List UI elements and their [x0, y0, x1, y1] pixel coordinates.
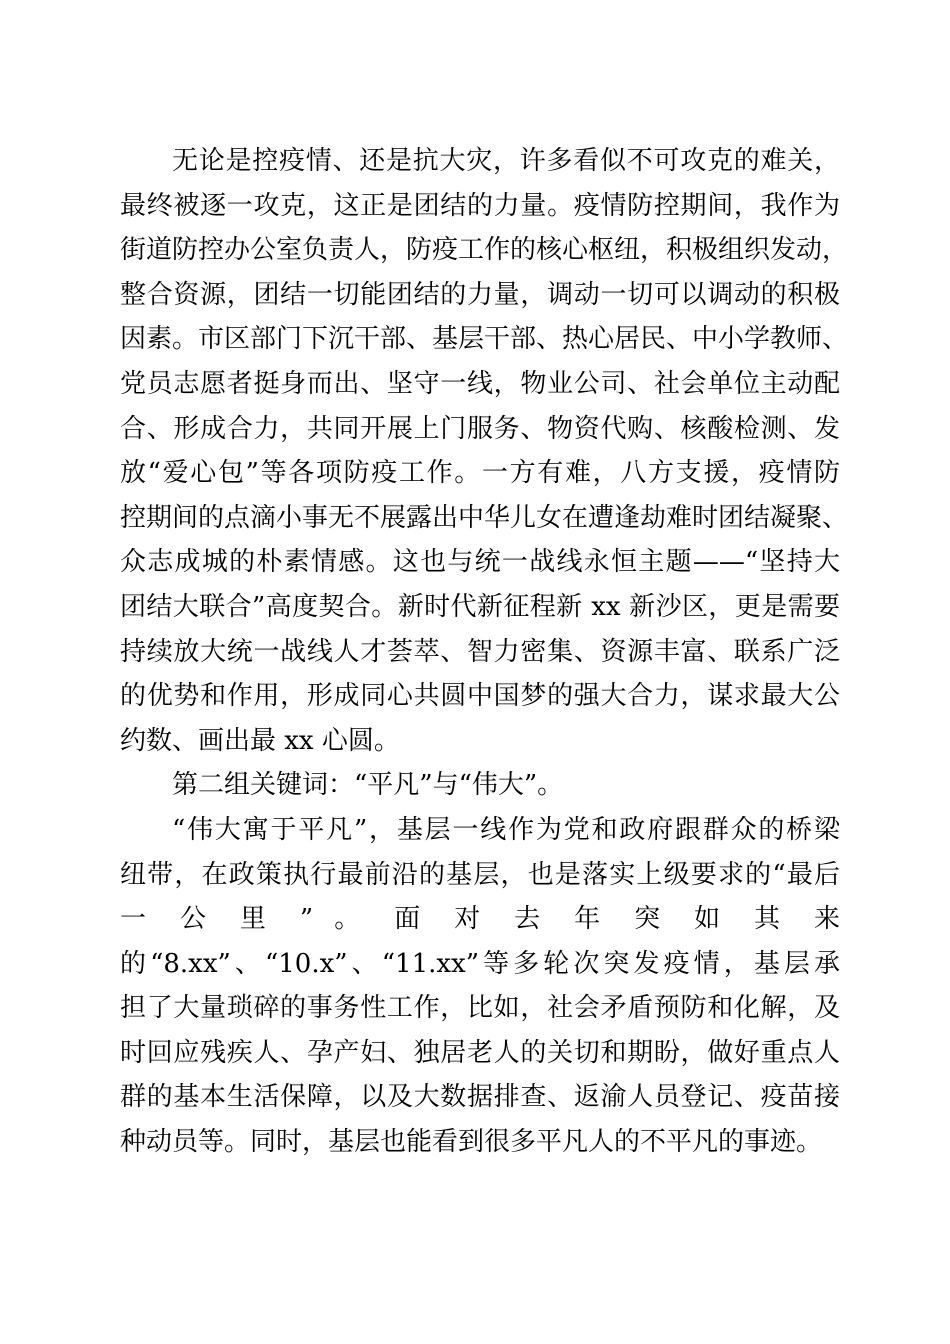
text-line: 团结大联合”高度契合。新时代新征程新 xx 新沙区，更是需要	[120, 591, 840, 622]
text-line: 的“8.xx”、“10.x”、“11.xx”等多轮次突发疫情，基层承	[120, 948, 840, 979]
text-line: 整合资源，团结一切能团结的力量，调动一切可以调动的积极	[120, 279, 840, 310]
text-line: 党员志愿者挺身而出、坚守一线，物业公司、社会单位主动配	[120, 368, 840, 399]
document-body	[120, 139, 849, 1165]
text-line: 担了大量琐碎的事务性工作，比如，社会矛盾预防和化解，及	[120, 993, 840, 1024]
paragraph-greatness	[120, 808, 840, 1165]
text-line: 纽带，在政策执行最前沿的基层，也是落实上级要求的“最后	[120, 859, 840, 890]
text-line: 的优势和作用，形成同心共圆中国梦的强大合力，谋求最大公	[120, 681, 840, 712]
text-line: 第二组关键词：“平凡”与“伟大”。	[172, 770, 564, 801]
text-line: 持续放大统一战线人才荟萃、智力密集、资源丰富、联系广泛	[120, 636, 840, 667]
text-line: 群的基本生活保障，以及大数据排查、返渝人员登记、疫苗接	[120, 1082, 840, 1113]
text-line: 最终被逐一攻克，这正是团结的力量。疫情防控期间，我作为	[120, 190, 840, 221]
text-line: 控期间的点滴小事无不展露出中华儿女在遭逢劫难时团结凝聚、	[120, 502, 849, 533]
text-line: 合、形成合力，共同开展上门服务、物资代购、核酸检测、发	[120, 413, 840, 444]
text-line: 放“爱心包”等各项防疫工作。一方有难，八方支援，疫情防	[120, 458, 840, 489]
heading-second-keywords	[120, 763, 840, 808]
text-line: 一 公 里 ” 。 面 对 去 年 突 如 其 来	[120, 904, 840, 935]
text-line: 街道防控办公室负责人，防疫工作的核心枢纽，积极组织发动，	[120, 235, 849, 266]
text-line: 因素。市区部门下沉干部、基层干部、热心居民、中小学教师、	[120, 324, 849, 355]
text-line: 时回应残疾人、孕产妇、独居老人的关切和期盼，做好重点人	[120, 1037, 840, 1068]
text-line: “伟大寓于平凡”，基层一线作为党和政府跟群众的桥梁	[172, 814, 840, 845]
paragraph-unity	[120, 139, 849, 763]
text-line: 约数、画出最 xx 心圆。	[120, 725, 400, 756]
text-line: 众志成城的朴素情感。这也与统一战线永恒主题——“坚持大	[120, 547, 840, 578]
text-line: 无论是控疫情、还是抗大灾，许多看似不可攻克的难关，	[172, 146, 840, 176]
text-line: 种动员等。同时，基层也能看到很多平凡人的不平凡的事迹。	[120, 1127, 823, 1158]
